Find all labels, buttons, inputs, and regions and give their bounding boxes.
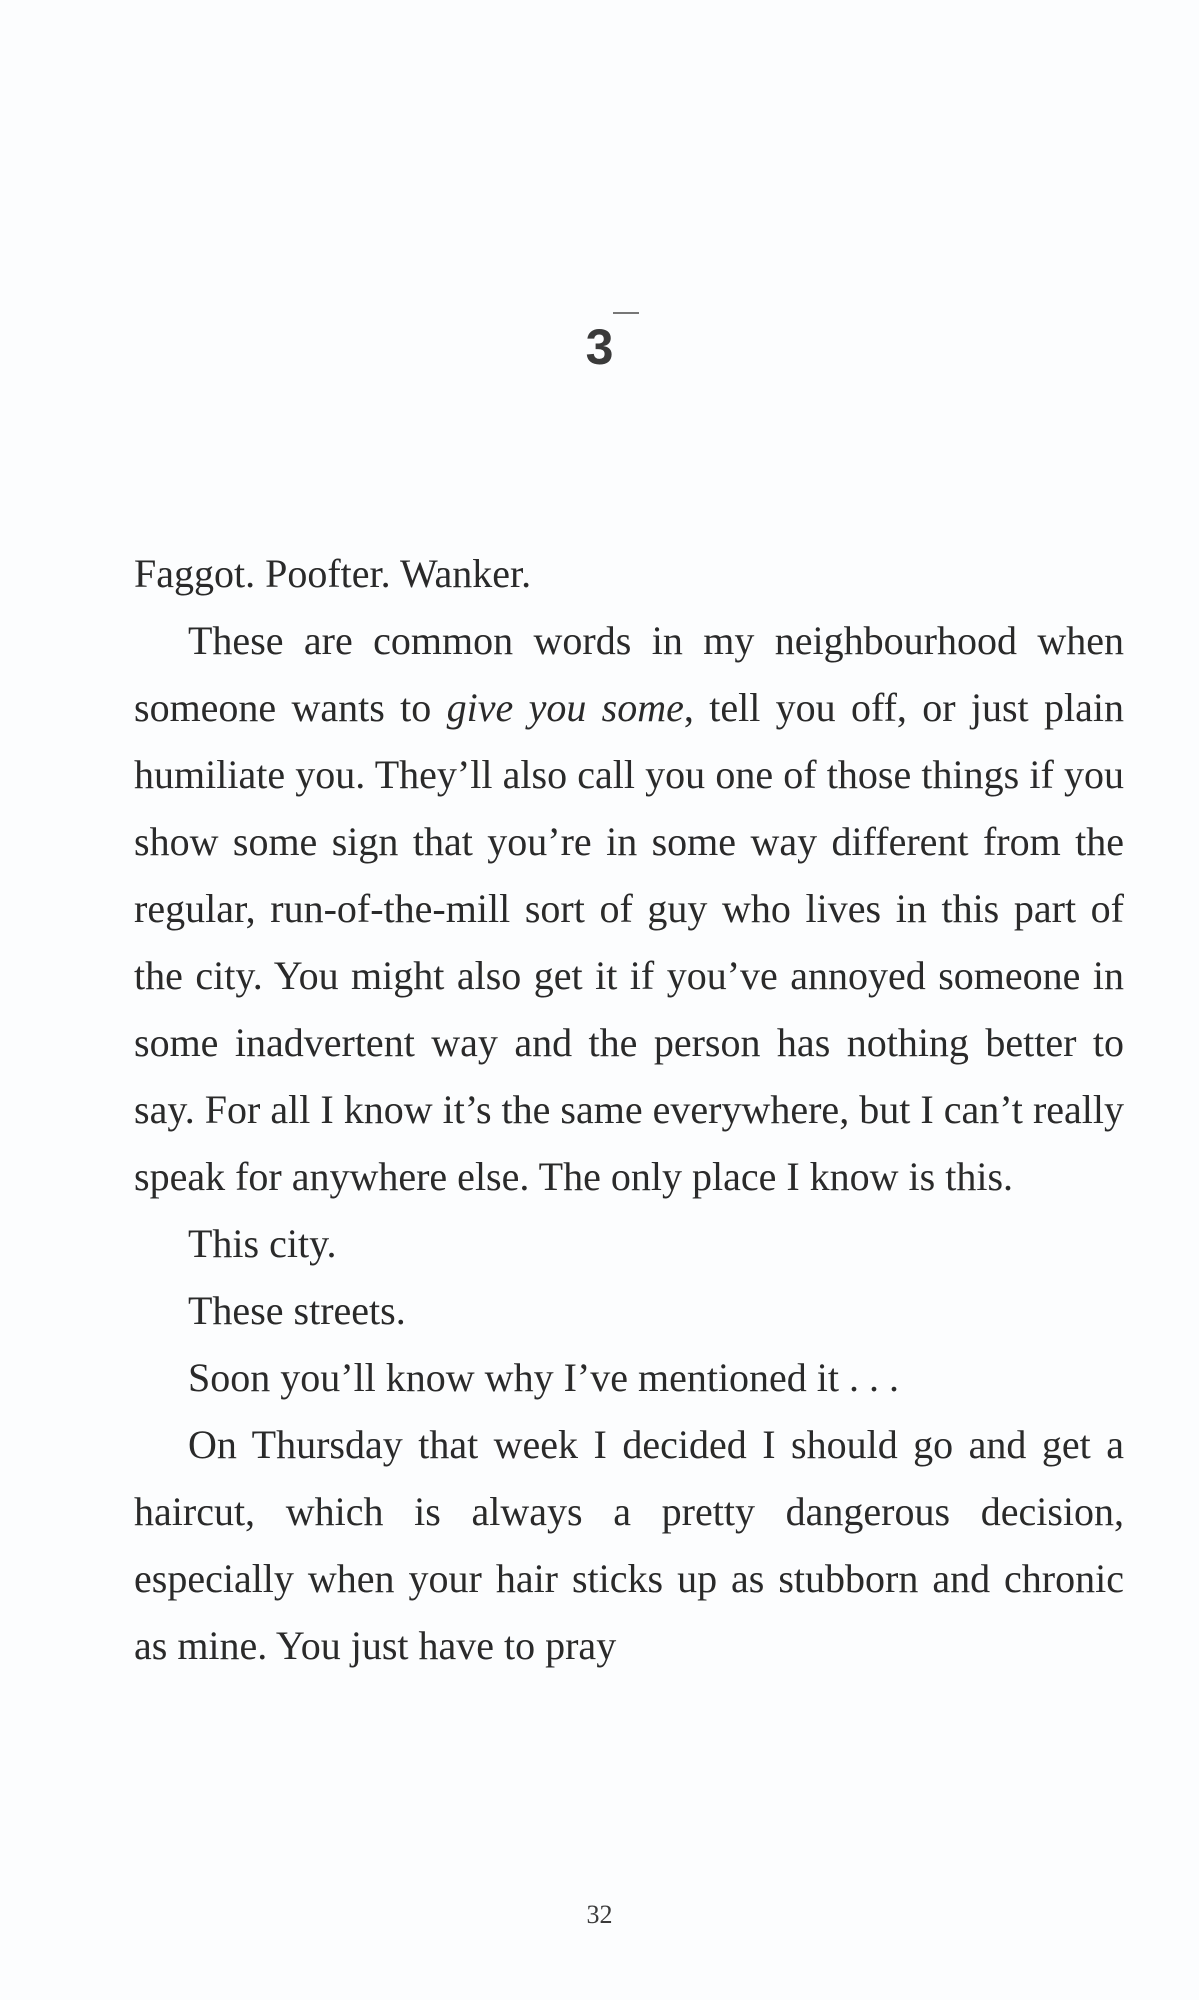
- text-run: , tell you off, or just plain humiliate you. They’ll also call you one of those things if you show some sign that you’re in some way different from the regular, run-of-the-mill sort of guy who lives in this part of the city. You might also get it if you’ve annoyed someone in some inadvertent way and the person has nothing better to say. For all I know it’s the same everywhere, but I can’t really speak for anywhere else. The only place I know is this.: [134, 685, 1124, 1199]
- body-text: [134, 540, 1124, 1679]
- paragraph: Soon you’ll know why I’ve mentioned it . . .: [188, 1355, 900, 1400]
- paragraph: These streets.: [188, 1288, 406, 1333]
- paragraph: Faggot. Poofter. Wanker.: [134, 551, 532, 596]
- paragraph: This city.: [188, 1221, 337, 1266]
- paragraph: On Thursday that week I decided I should go and get a haircut, which is always a pretty dangerous decision, especially when your hair sticks up as stubborn and chronic as mine. You just have to pray: [134, 1422, 1124, 1668]
- italic-phrase: give you some: [446, 685, 684, 730]
- chapter-ornament: [613, 312, 639, 314]
- chapter-number: 3: [585, 319, 614, 375]
- text-run: These are common words in my neighbourhood when someone wants to: [134, 618, 1124, 730]
- paragraph: [134, 607, 1124, 1210]
- page-number: 32: [586, 1900, 613, 1929]
